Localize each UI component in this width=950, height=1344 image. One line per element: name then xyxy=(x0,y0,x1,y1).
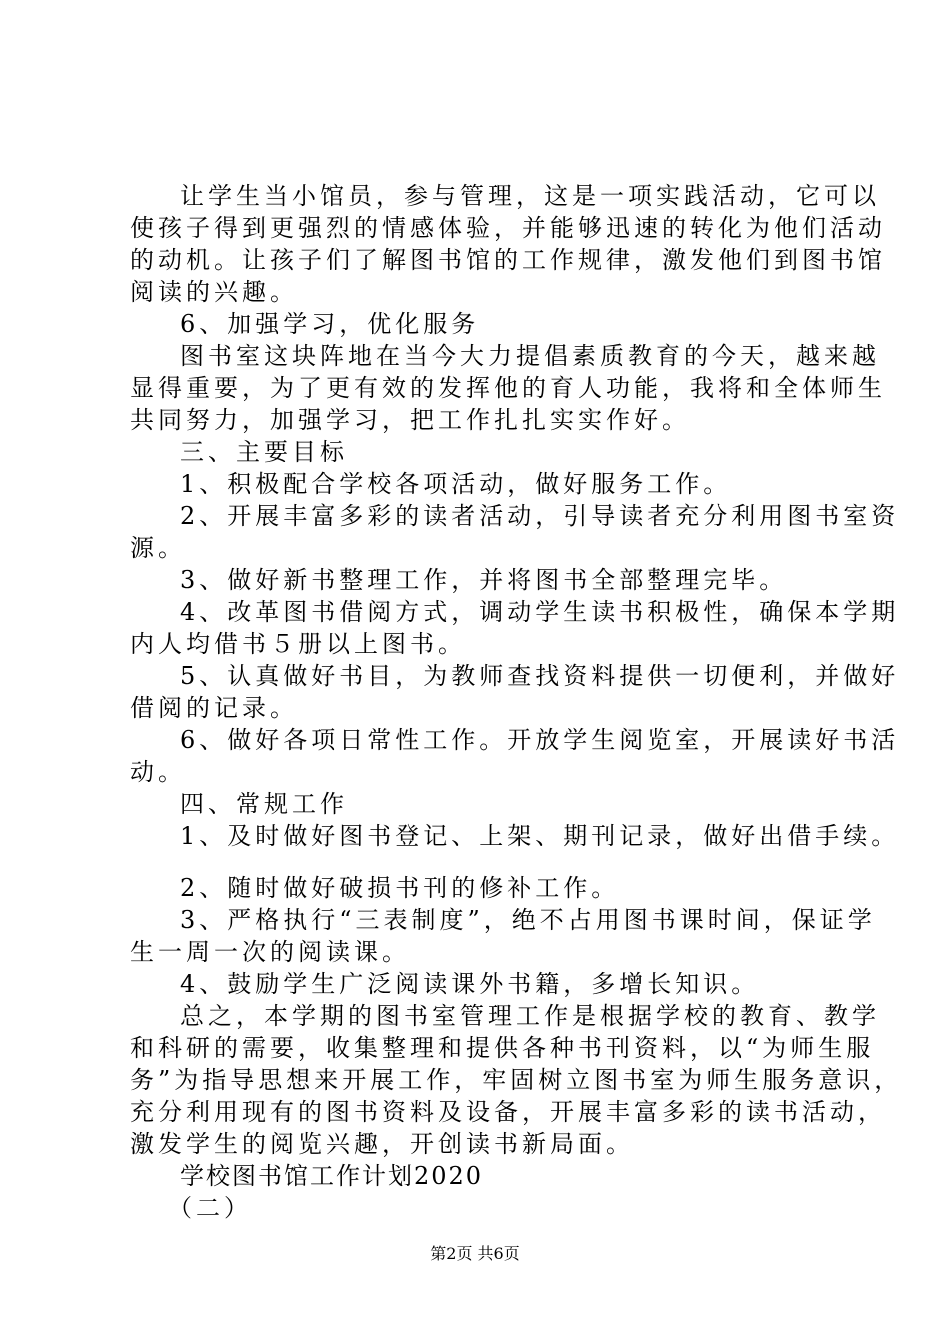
text-line: 激发学生的阅览兴趣，开创读书新局面。 xyxy=(130,1130,634,1158)
text-line: 动。 xyxy=(130,758,186,786)
text-line: 源。 xyxy=(130,534,186,562)
text-line: 和科研的需要，收集整理和提供各种书刊资料，以“为师生服 xyxy=(130,1034,875,1062)
document-subtitle: （二） xyxy=(168,1194,252,1222)
list-item: 4、改革图书借阅方式，调动学生读书积极性，确保本学期 xyxy=(180,598,900,626)
list-item: 3、严格执行“三表制度”，绝不占用图书课时间，保证学 xyxy=(180,906,876,934)
list-item: 1、积极配合学校各项活动，做好服务工作。 xyxy=(180,470,732,498)
list-item: 6、做好各项日常性工作。开放学生阅览室，开展读好书活 xyxy=(180,726,900,754)
text-line: 阅读的兴趣。 xyxy=(130,278,298,306)
text-line: 的动机。让孩子们了解图书馆的工作规律，激发他们到图书馆 xyxy=(130,246,886,274)
section-heading: 6、加强学习，优化服务 xyxy=(180,310,480,338)
text-line: 借阅的记录。 xyxy=(130,694,298,722)
document-title: 学校图书馆工作计划2020 xyxy=(180,1162,484,1190)
list-item: 1、及时做好图书登记、上架、期刊记录，做好出借手续。 xyxy=(180,822,900,850)
list-item: 4、鼓励学生广泛阅读课外书籍，多增长知识。 xyxy=(180,970,760,998)
list-item: 2、随时做好破损书刊的修补工作。 xyxy=(180,874,620,902)
text-line: 充分利用现有的图书资料及设备，开展丰富多彩的读书活动， xyxy=(130,1098,886,1126)
section-heading: 四、常规工作 xyxy=(180,790,348,818)
text-line: 总之，本学期的图书室管理工作是根据学校的教育、教学 xyxy=(180,1002,880,1030)
text-line: 生一周一次的阅读课。 xyxy=(130,938,410,966)
text-line: 显得重要，为了更有效的发挥他的育人功能，我将和全体师生 xyxy=(130,374,886,402)
page-number-footer: 第2页 共6页 xyxy=(430,1244,520,1263)
text-line: 让学生当小馆员，参与管理，这是一项实践活动，它可以 xyxy=(180,182,880,210)
text-line: 图书室这块阵地在当今大力提倡素质教育的今天，越来越 xyxy=(180,342,880,370)
text-line: 使孩子得到更强烈的情感体验，并能够迅速的转化为他们活动 xyxy=(130,214,886,242)
text-line: 内人均借书５册以上图书。 xyxy=(130,630,466,658)
list-item: 5、认真做好书目，为教师查找资料提供一切便利，并做好 xyxy=(180,662,900,690)
list-item: 2、开展丰富多彩的读者活动，引导读者充分利用图书室资 xyxy=(180,502,900,530)
text-line: 务”为指导思想来开展工作，牢固树立图书室为师生服务意识， xyxy=(130,1066,903,1094)
section-heading: 三、主要目标 xyxy=(180,438,348,466)
text-line: 共同努力，加强学习，把工作扎扎实实作好。 xyxy=(130,406,690,434)
list-item: 3、做好新书整理工作，并将图书全部整理完毕。 xyxy=(180,566,788,594)
